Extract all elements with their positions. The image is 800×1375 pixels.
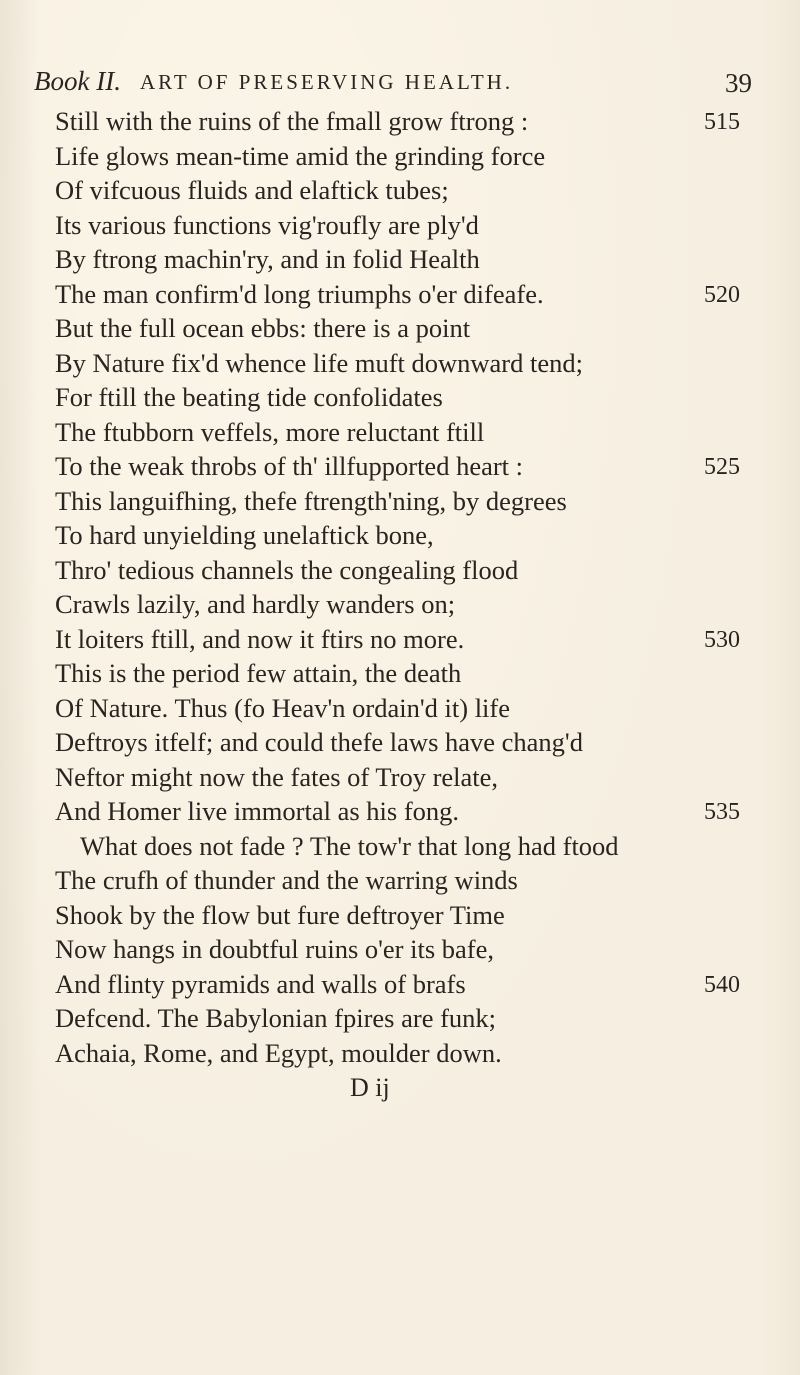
verse-line: To hard unyielding unelaftick bone, [55,520,434,550]
line-number: 515 [704,109,740,135]
verse-line: Of vifcuous fluids and elaftick tubes; [55,175,449,205]
verse-line: For ftill the beating tide confolidates [55,382,443,412]
verse-line: Deftroys itfelf; and could thefe laws have chang'd [55,727,583,757]
verse-line: Its various functions vig'roufly are ply'd [55,210,479,240]
verse-line: The ftubborn veffels, more reluctant ftill [55,417,485,447]
verse-line: Defcend. The Babylonian fpires are funk; [55,1003,497,1033]
line-number: 535 [704,799,740,825]
verse-line: The man confirm'd long triumphs o'er difeafe. [55,279,544,309]
verse-line: And Homer live immortal as his fong. [55,796,460,826]
verse-line: Crawls lazily, and hardly wanders on; [55,589,456,619]
line-number: 525 [704,454,740,480]
verse-line: Neftor might now the fates of Troy relate, [55,762,499,792]
verse-line: Thro' tedious channels the congealing flood [55,555,519,585]
page-number: 39 [725,68,752,98]
verse-line: But the full ocean ebbs: there is a point [55,313,471,343]
verse-line: Of Nature. Thus (fo Heav'n ordain'd it) life [55,693,511,723]
signature-mark: D ij [350,1073,390,1102]
verse-line: What does not fade ? The tow'r that long had ftood [80,831,619,861]
line-number: 530 [704,627,740,653]
book-number: Book II. [34,66,121,96]
line-number: 540 [704,972,740,998]
verse-line: It loiters ftill, and now it ftirs no more. [55,624,465,654]
verse-line: This languifhing, thefe ftrength'ning, by degrees [55,486,567,516]
line-number: 520 [704,282,740,308]
verse-line: And flinty pyramids and walls of brafs [55,969,466,999]
verse-line: By Nature fix'd whence life muft downward tend; [55,348,583,378]
running-header [34,66,752,106]
verse-line: Shook by the flow but fure deftroyer Time [55,900,505,930]
verse-line: The crufh of thunder and the warring winds [55,865,518,895]
verse-line: Still with the ruins of the fmall grow ftrong : [55,106,529,136]
verse-line: This is the period few attain, the death [55,658,462,688]
verse-line: To the weak throbs of th' illfupported heart : [55,451,524,481]
running-title: ART OF PRESERVING HEALTH. [140,70,514,94]
verse-line: By ftrong machin'ry, and in folid Health [55,244,480,274]
verse-line: Life glows mean-time amid the grinding force [55,141,546,171]
verse-line: Now hangs in doubtful ruins o'er its bafe, [55,934,495,964]
verse-line: Achaia, Rome, and Egypt, moulder down. [55,1038,502,1068]
